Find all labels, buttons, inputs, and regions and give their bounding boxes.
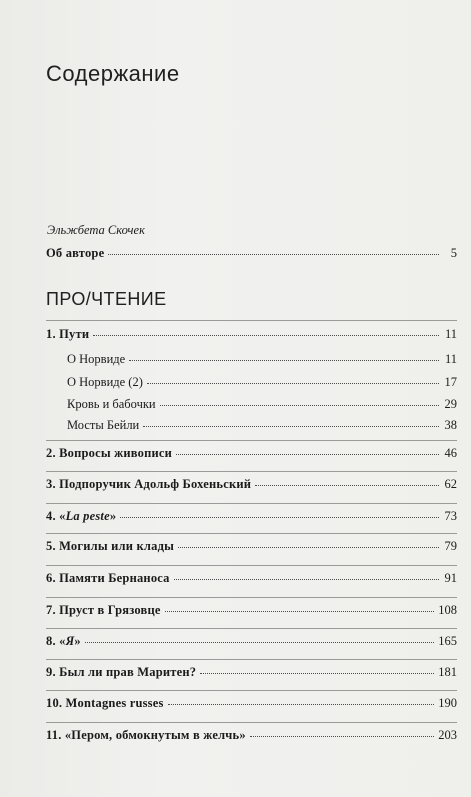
- toc-entry-chapter-7: [46, 603, 457, 621]
- leader-dots: [165, 610, 435, 612]
- toc-entry-preface: [46, 246, 457, 264]
- preface-author: Эльжбета Скочек: [47, 223, 145, 237]
- page-title: Содержание: [46, 61, 180, 86]
- toc-page: 38: [444, 418, 457, 432]
- leader-dots: [250, 735, 434, 737]
- toc-label-suffix: »: [74, 634, 81, 648]
- toc-page: 62: [444, 477, 457, 491]
- toc-entry-chapter-2: [46, 446, 457, 464]
- leader-dots: [168, 703, 435, 705]
- toc-label: [46, 634, 81, 649]
- toc-page: 17: [444, 375, 457, 389]
- toc-label: О Норвиде: [67, 352, 126, 366]
- toc-label: 3. Подпоручик Адольф Бохеньский: [46, 477, 252, 491]
- leader-dots: [176, 453, 439, 455]
- divider: [46, 722, 457, 723]
- divider: [46, 533, 457, 534]
- toc-entry-chapter-1: [46, 327, 457, 345]
- leader-dots: [85, 641, 434, 643]
- toc-page: 46: [444, 446, 457, 460]
- toc-label-prefix: 4. «: [46, 509, 66, 523]
- toc-entry-chapter-11: [46, 728, 457, 746]
- toc-entry-chapter-5: [46, 539, 457, 557]
- toc-page: 181: [438, 665, 457, 679]
- leader-dots: [143, 425, 439, 427]
- divider: [46, 659, 457, 660]
- toc-subentry: [67, 418, 457, 436]
- toc-label: Кровь и бабочки: [67, 397, 156, 411]
- toc-label: 9. Был ли прав Маритен?: [46, 665, 197, 679]
- toc-entry-chapter-8: [46, 634, 457, 652]
- toc-label: Мосты Бейли: [67, 418, 140, 432]
- divider: [46, 690, 457, 691]
- toc-label-prefix: 8. «: [46, 634, 66, 648]
- toc-label-italic: Я: [65, 634, 75, 648]
- toc-page: 108: [438, 603, 457, 617]
- toc-entry-chapter-3: [46, 477, 457, 495]
- toc-label: 11. «Пером, обмокнутым в желчь»: [46, 728, 246, 742]
- toc-entry-chapter-6: [46, 571, 457, 589]
- leader-dots: [93, 334, 439, 336]
- leader-dots: [174, 578, 439, 580]
- toc-page: 79: [444, 539, 457, 553]
- toc-label-suffix: »: [109, 509, 117, 523]
- leader-dots: [129, 359, 439, 361]
- leader-dots: [178, 546, 439, 548]
- toc-label: 2. Вопросы живописи: [46, 446, 173, 460]
- toc-label: 1. Пути: [46, 327, 90, 341]
- toc-label: 5. Могилы или клады: [46, 539, 175, 553]
- toc-page: 91: [444, 571, 457, 585]
- toc-page: 29: [444, 397, 457, 411]
- toc-page: 11: [444, 327, 457, 341]
- divider: [46, 565, 457, 566]
- toc-page: 165: [438, 634, 457, 648]
- toc-entry-chapter-10: [46, 696, 457, 714]
- toc-entry-chapter-9: [46, 665, 457, 683]
- toc-label-italic: La peste: [65, 509, 110, 523]
- toc-label: 10. Montagnes russes: [46, 696, 164, 710]
- leader-dots: [147, 382, 439, 384]
- toc-label: О Норвиде (2): [67, 375, 143, 389]
- section-title: ПРО/ЧТЕНИЕ: [46, 289, 167, 309]
- toc-subentry: [67, 397, 457, 415]
- toc-label: Об авторе: [46, 246, 105, 260]
- leader-dots: [160, 404, 439, 406]
- toc-label: 7. Пруст в Грязовце: [46, 603, 161, 617]
- toc-page: 73: [444, 509, 457, 523]
- toc-page: 11: [444, 352, 457, 366]
- leader-dots: [108, 253, 439, 255]
- divider: [46, 471, 457, 472]
- leader-dots: [200, 672, 434, 674]
- divider: [46, 628, 457, 629]
- toc-entry-chapter-4: [46, 509, 457, 527]
- toc-subentry: [67, 375, 457, 393]
- divider: [46, 320, 457, 321]
- toc-page: 203: [438, 728, 457, 742]
- toc-subentry: [67, 352, 457, 370]
- leader-dots: [120, 516, 439, 518]
- divider: [46, 597, 457, 598]
- toc-page: 5: [450, 246, 457, 260]
- toc-label: 6. Памяти Бернаноса: [46, 571, 170, 585]
- leader-dots: [255, 484, 439, 486]
- toc-label: [46, 509, 116, 524]
- divider: [46, 503, 457, 504]
- divider: [46, 440, 457, 441]
- toc-page: 190: [438, 696, 457, 710]
